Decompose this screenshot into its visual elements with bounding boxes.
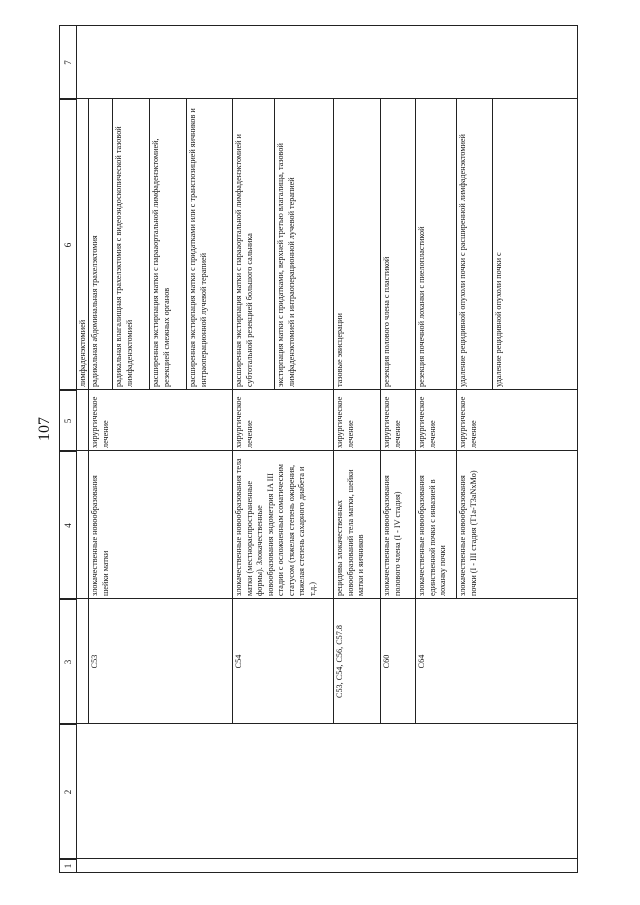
diagnosis-cell: злокачественные новообразования единственной почки с инвазией в лоханку почки	[417, 475, 447, 596]
treatment-cell: хирургическое лечение	[335, 396, 355, 448]
column-line	[60, 723, 577, 724]
treatment-cell: хирургическое лечение	[458, 396, 478, 448]
procedures-table	[59, 25, 578, 873]
treatment-cell: хирургическое лечение	[90, 396, 110, 448]
method-cell: расширенная экстирпация матки с парааортальной лимфаденэктомией, резекцией смежных органов	[151, 138, 171, 387]
column-header-3: 3	[60, 599, 76, 724]
column-line	[60, 858, 577, 859]
code-cell: C64	[417, 654, 426, 669]
treatment-cell: хирургическое лечение	[417, 396, 437, 448]
treatment-cell: хирургическое лечение	[234, 396, 254, 448]
page-number: 107	[36, 417, 53, 441]
code-cell: C53, C54, C56, C57.8	[335, 624, 344, 699]
diagnosis-cell: злокачественные новообразования почки (I - III стадия (T1a-T3aNxMo)	[458, 470, 478, 596]
method-cell: удаление рецидивной опухоли почки с расширенной лимфаденэктомией	[458, 134, 467, 387]
method-cell: резекция полового члена с пластикой	[382, 256, 391, 387]
column-header-2: 2	[60, 724, 76, 859]
treatment-cell: хирургическое лечение	[382, 396, 402, 448]
method-cell: экстирпация матки с придатками, верхней третью влагалища, тазовой лимфаденэктомией и интраоперационной лучевой терапией	[276, 143, 296, 387]
column-header-4: 4	[60, 451, 76, 599]
method-cell: расширенная экстирпация матки с парааортальной лимфаденэктомией и субтотальной резекцией большого сальника	[234, 134, 254, 387]
column-header-7: 7	[63, 60, 73, 65]
method-cell: резекция почечной лоханки с пиелопластикой	[417, 226, 426, 387]
column-header-1: 1	[60, 859, 76, 872]
diagnosis-cell: злокачественные новообразования тела матки (местнораспространенные формы). Злокачественные новообразования эндометрия IA III стадии с осложненным соматическим статусом (тяжелая степень ожирения, тяжелая степень сахарного диабета и т.д.)	[234, 458, 317, 596]
diagnosis-cell: злокачественные новообразования полового члена (I - IV стадия)	[382, 475, 402, 596]
diagnosis-cell: рецидивы злокачественных новообразований тела матки, шейки матки и яичников	[335, 469, 365, 596]
code-cell: C60	[382, 654, 391, 669]
continuation-text: лимфаденэктомией	[78, 319, 87, 387]
column-header-5: 5	[60, 390, 76, 451]
column-header-6: 6	[60, 99, 76, 390]
method-cell: удаление рецидивной опухоли почки с	[494, 252, 503, 387]
diagnosis-cell: злокачественные новообразования шейки матки	[90, 475, 110, 596]
code-cell: C54	[234, 654, 243, 669]
method-cell: радикальная влагалищная трахелэктомия с видеоэндоскопической тазовой лимфаденэктомией	[114, 126, 134, 387]
method-cell: тазовые эвисцерации	[335, 313, 344, 387]
method-cell: радикальная абдоминальная трахелэктомия	[90, 235, 99, 387]
method-cell: расширенная экстирпация матки с придатками или с транспозицией яичников и интраоперационной лучевой терапией	[188, 108, 208, 387]
code-cell: C53	[90, 654, 99, 669]
